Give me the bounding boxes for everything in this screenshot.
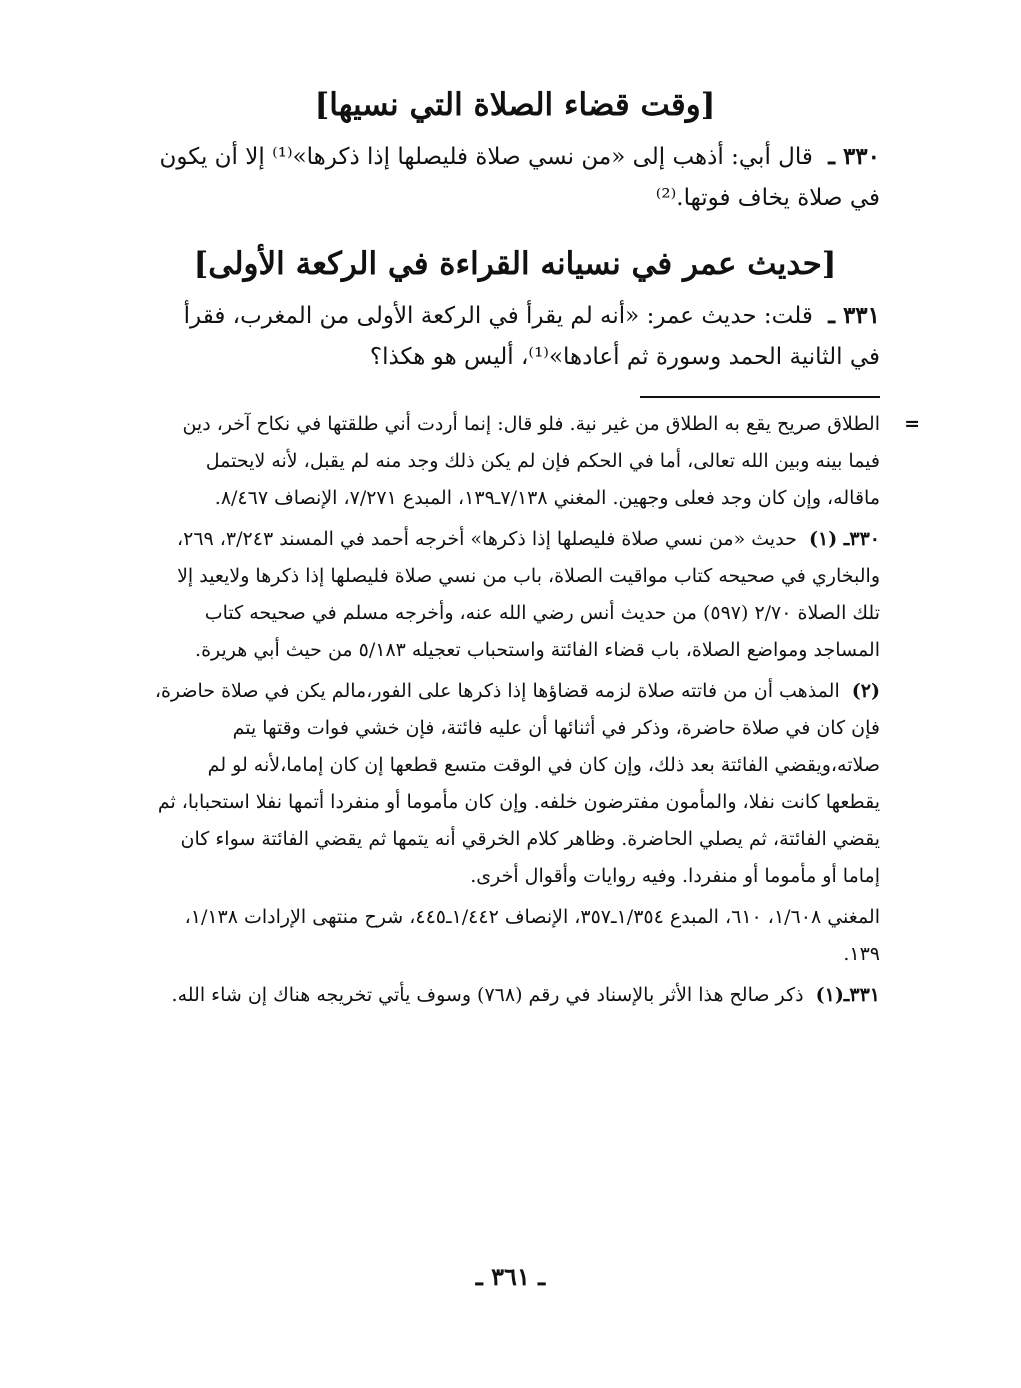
footnote-continuation <box>150 406 920 517</box>
entry-number: ٣٣١ ـ <box>828 302 880 329</box>
footnote-text: حديث «من نسي صلاة فليصلها إذا ذكرها» أخرجه أحمد في المسند ٣/٢٤٣، ٢٦٩، والبخاري في صحيحه كتاب مواقيت الصلاة، باب من نسي صلاة فليصلها إذا ذكرها ولايعيد إلا تلك الصلاة ٢/٧٠ (٥٩٧) من حديث أنس رضي الله عنه، وأخرجه مسلم في صحيحه كتاب المساجد ومواضع الصلاة، باب قضاء الفائتة واستحباب تعجيله ٥/١٨٣ من حيث أبي هريرة. <box>176 528 880 661</box>
entry-number: ٣٣٠ ـ <box>828 143 880 170</box>
entry-330 <box>150 136 880 219</box>
footnote-marker: (٢) <box>851 680 880 702</box>
footnote-separator <box>640 396 880 398</box>
footnote-marker: ٣٣١ـ(١) <box>815 984 880 1006</box>
page-number: ـ ٣٦١ ـ <box>475 1262 546 1291</box>
footnote-331-1 <box>150 977 880 1014</box>
entry-text: قلت: حديث عمر: «أنه لم يقرأ في الركعة الأولى من المغرب، فقرأ في الثانية الحمد وسورة ثم أعادها»⁽¹⁾، أليس هو هكذا؟ <box>183 303 880 370</box>
footnote-text: الطلاق صريح يقع به الطلاق من غير نية. فلو قال: إنما أردت أني طلقتها في نكاح آخر، دين فيما بينه وبين الله تعالى، أما في الحكم فإن لم يكن ذلك وجد منه لم يقبل، لأنه لايحتمل ماقاله، وإن كان وجد فعلى وجهين. المغني ٧/١٣٨ـ١٣٩، المبدع ٧/٢٧١، الإنصاف ٨/٤٦٧. <box>182 413 880 509</box>
continuation-marker: = <box>904 413 920 435</box>
section-heading-umar-hadith: [حديث عمر في نسيانه القراءة في الركعة الأولى] <box>193 246 837 282</box>
footnote-330-1 <box>150 521 880 669</box>
footnote-text: المذهب أن من فاتته صلاة لزمه قضاؤها إذا ذكرها على الفور،مالم يكن في صلاة حاضرة، فإن كان في صلاة حاضرة، وذكر في أثنائها أن عليه فائتة، فإن خشي فوات وقتها يتم صلاته،ويقضي الفائتة بعد ذلك، وإن كان في الوقت متسع قطعها إن كان إماما،لأنه لو لم يقطعها كانت نفلا، والمأمون مفترضون خلفه. وإن كان مأموما أو منفردا أتمها نفلا استحبابا، ثم يقضي الفائتة، ثم يصلي الحاضرة. وظاهر كلام الخرقي أنه يتمها ثم يقضي الفائتة سواء كان إماما أو مأموما أو منفردا. وفيه روايات وأقوال أخرى. <box>154 680 880 887</box>
page-body <box>150 70 920 1014</box>
footnote-330-2 <box>150 673 880 895</box>
footnote-marker: ٣٣٠ـ (١) <box>808 528 880 550</box>
footnote-text: ذكر صالح هذا الأثر بالإسناد في رقم (٧٦٨) وسوف يأتي تخريجه هناك إن شاء الله. <box>171 984 804 1006</box>
footnotes <box>150 406 920 1014</box>
footnote-330-2-references: المغني ١/٦٠٨، ٦١٠، المبدع ١/٣٥٤ـ٣٥٧، الإنصاف ١/٤٤٢ـ٤٤٥، شرح منتهى الإرادات ١/١٣٨، ١٣٩. <box>184 906 880 965</box>
section-heading-prayer-time: [وقت قضاء الصلاة التي نسيها] <box>314 87 716 123</box>
entry-331 <box>150 295 880 378</box>
entry-text: قال أبي: أذهب إلى «من نسي صلاة فليصلها إذا ذكرها»⁽¹⁾ إلا أن يكون في صلاة يخاف فوتها.⁽²⁾ <box>159 144 880 211</box>
